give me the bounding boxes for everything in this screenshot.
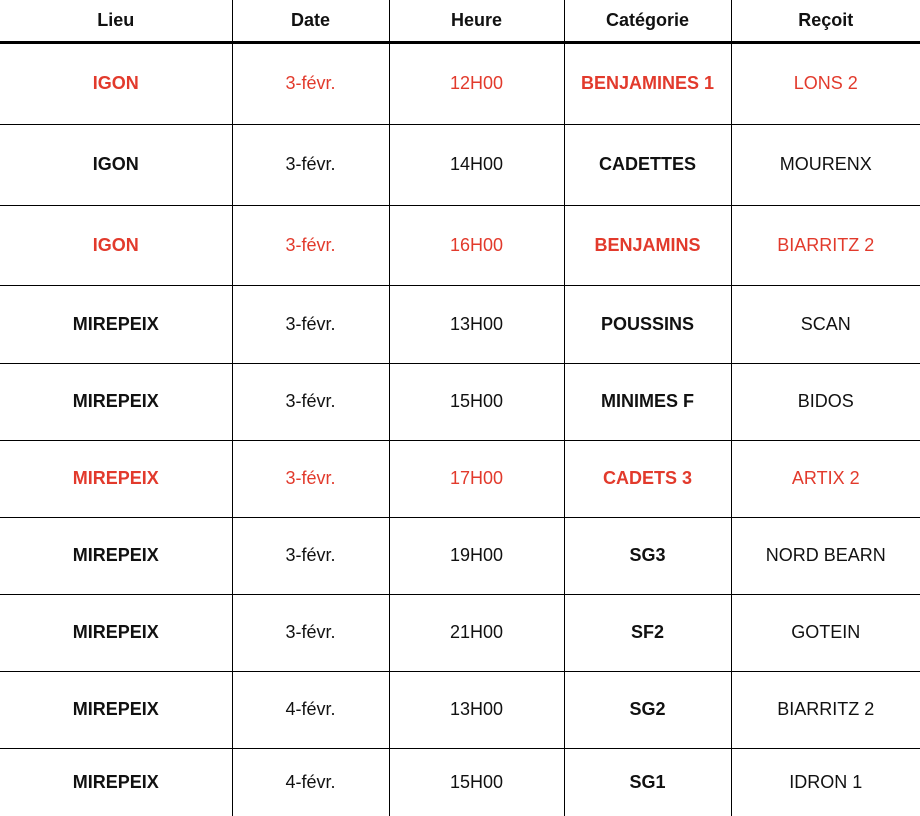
cell-categorie[interactable]: CADETTES (564, 124, 731, 205)
cell-recoit[interactable]: GOTEIN (731, 594, 920, 671)
cell-lieu[interactable]: IGON (0, 124, 232, 205)
cell-lieu[interactable]: MIREPEIX (0, 285, 232, 363)
cell-heure[interactable]: 15H00 (389, 748, 564, 816)
table-row (0, 205, 920, 285)
cell-date[interactable]: 3-févr. (232, 517, 389, 594)
cell-heure[interactable]: 21H00 (389, 594, 564, 671)
table-row (0, 594, 920, 671)
cell-recoit[interactable]: IDRON 1 (731, 748, 920, 816)
header-row (0, 0, 920, 42)
table-row (0, 517, 920, 594)
cell-heure[interactable]: 15H00 (389, 363, 564, 440)
cell-date[interactable]: 3-févr. (232, 285, 389, 363)
cell-date[interactable]: 3-févr. (232, 124, 389, 205)
cell-date[interactable]: 3-févr. (232, 440, 389, 517)
table-row (0, 748, 920, 816)
cell-recoit[interactable]: NORD BEARN (731, 517, 920, 594)
cell-recoit[interactable]: LONS 2 (731, 42, 920, 124)
cell-recoit[interactable]: ARTIX 2 (731, 440, 920, 517)
cell-heure[interactable]: 12H00 (389, 42, 564, 124)
table-row (0, 671, 920, 748)
header-recoit[interactable]: Reçoit (731, 0, 920, 42)
cell-lieu[interactable]: MIREPEIX (0, 671, 232, 748)
cell-lieu[interactable]: MIREPEIX (0, 517, 232, 594)
cell-categorie[interactable]: SG1 (564, 748, 731, 816)
cell-heure[interactable]: 14H00 (389, 124, 564, 205)
table-row (0, 124, 920, 205)
cell-categorie[interactable]: BENJAMINS (564, 205, 731, 285)
cell-heure[interactable]: 17H00 (389, 440, 564, 517)
cell-lieu[interactable]: MIREPEIX (0, 594, 232, 671)
cell-date[interactable]: 3-févr. (232, 594, 389, 671)
cell-date[interactable]: 4-févr. (232, 671, 389, 748)
header-date[interactable]: Date (232, 0, 389, 42)
cell-lieu[interactable]: MIREPEIX (0, 363, 232, 440)
header-heure[interactable]: Heure (389, 0, 564, 42)
header-categorie[interactable]: Catégorie (564, 0, 731, 42)
table-row (0, 440, 920, 517)
cell-date[interactable]: 4-févr. (232, 748, 389, 816)
cell-categorie[interactable]: SG2 (564, 671, 731, 748)
cell-lieu[interactable]: IGON (0, 42, 232, 124)
cell-heure[interactable]: 19H00 (389, 517, 564, 594)
header-lieu[interactable]: Lieu (0, 0, 232, 42)
cell-date[interactable]: 3-févr. (232, 42, 389, 124)
cell-recoit[interactable]: BIDOS (731, 363, 920, 440)
cell-categorie[interactable]: SG3 (564, 517, 731, 594)
cell-heure[interactable]: 16H00 (389, 205, 564, 285)
table-row (0, 363, 920, 440)
cell-categorie[interactable]: BENJAMINES 1 (564, 42, 731, 124)
cell-categorie[interactable]: SF2 (564, 594, 731, 671)
cell-categorie[interactable]: CADETS 3 (564, 440, 731, 517)
table-row (0, 285, 920, 363)
table-row (0, 42, 920, 124)
cell-lieu[interactable]: MIREPEIX (0, 440, 232, 517)
cell-categorie[interactable]: POUSSINS (564, 285, 731, 363)
cell-heure[interactable]: 13H00 (389, 285, 564, 363)
cell-recoit[interactable]: BIARRITZ 2 (731, 205, 920, 285)
cell-recoit[interactable]: BIARRITZ 2 (731, 671, 920, 748)
cell-heure[interactable]: 13H00 (389, 671, 564, 748)
cell-lieu[interactable]: IGON (0, 205, 232, 285)
cell-lieu[interactable]: MIREPEIX (0, 748, 232, 816)
cell-categorie[interactable]: MINIMES F (564, 363, 731, 440)
cell-date[interactable]: 3-févr. (232, 363, 389, 440)
cell-recoit[interactable]: MOURENX (731, 124, 920, 205)
cell-date[interactable]: 3-févr. (232, 205, 389, 285)
cell-recoit[interactable]: SCAN (731, 285, 920, 363)
